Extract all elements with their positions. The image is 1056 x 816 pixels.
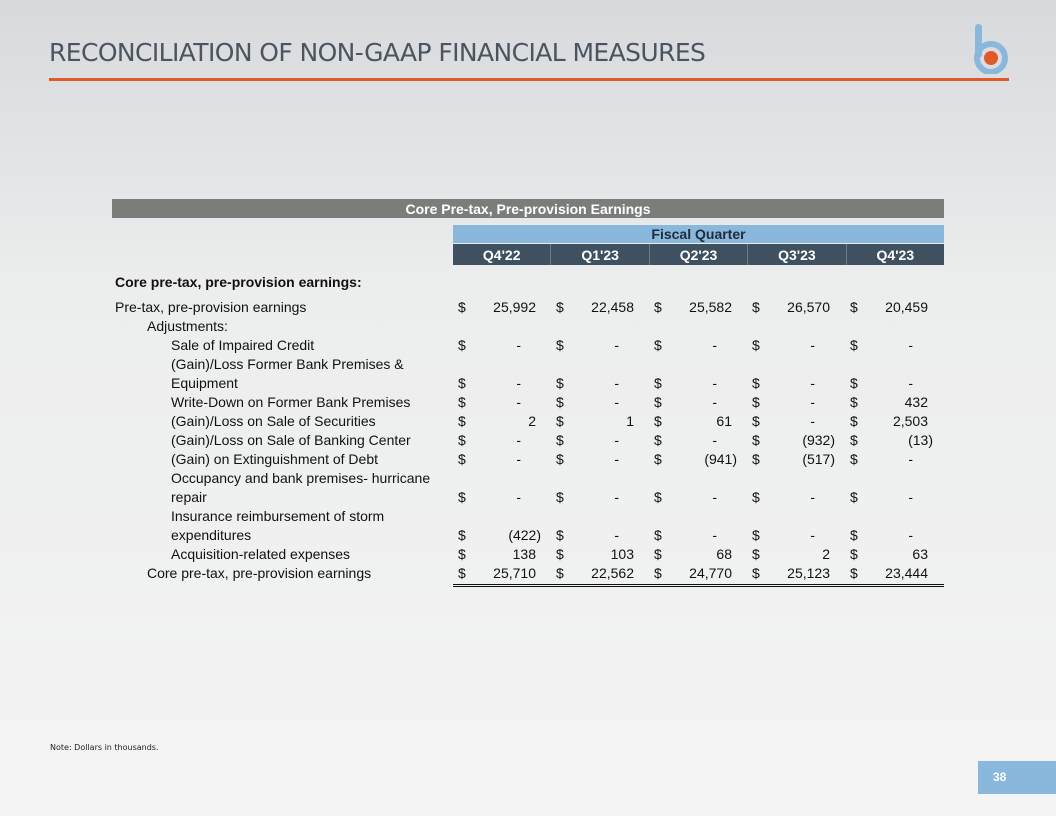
dollar-sign: $	[556, 375, 564, 391]
value-cell	[850, 412, 933, 431]
dollar-sign: $	[850, 413, 858, 429]
dollar-sign: $	[850, 546, 858, 562]
value-cell	[556, 374, 639, 393]
cell-value: -	[712, 394, 717, 410]
row-label: (Gain)/Loss on Sale of Banking Center	[171, 432, 411, 448]
value-cell	[654, 393, 737, 412]
value-cell	[752, 431, 835, 450]
cell-value: -	[908, 451, 913, 467]
quarter-header: Q4'23	[846, 244, 944, 265]
table-row	[112, 412, 944, 431]
table-row	[112, 450, 944, 469]
value-cell	[458, 545, 541, 564]
value-cell	[458, 393, 541, 412]
cell-value: -	[908, 527, 913, 543]
cell-value: (517)	[802, 451, 835, 467]
value-cell	[556, 336, 639, 355]
value-cell	[458, 450, 541, 469]
dollar-sign: $	[556, 546, 564, 562]
quarter-header: Q3'23	[747, 244, 845, 265]
cell-value: 2,503	[892, 413, 928, 429]
cell-value: 25,710	[493, 565, 536, 581]
value-cell	[850, 488, 933, 507]
cell-value: 61	[716, 413, 732, 429]
value-cell	[752, 488, 835, 507]
cell-value: 25,582	[689, 299, 732, 315]
cell-value: -	[614, 432, 619, 448]
cell-value: (941)	[704, 451, 737, 467]
cell-value: -	[614, 489, 619, 505]
cell-value: -	[614, 337, 619, 353]
cell-value: 432	[904, 394, 928, 410]
cell-value: -	[712, 432, 717, 448]
value-cell	[752, 450, 835, 469]
row-label: Adjustments:	[147, 318, 228, 334]
cell-value: -	[516, 451, 521, 467]
cell-value: 138	[512, 546, 536, 562]
dollar-sign: $	[654, 375, 662, 391]
value-cell	[458, 526, 541, 545]
dollar-sign: $	[752, 432, 760, 448]
dollar-sign: $	[556, 527, 564, 543]
value-cell	[556, 298, 639, 317]
value-cell	[556, 431, 639, 450]
row-label: Occupancy and bank premises- hurricane repair	[171, 470, 431, 505]
dollar-sign: $	[458, 394, 466, 410]
dollar-sign: $	[850, 394, 858, 410]
value-cell	[556, 393, 639, 412]
value-cell	[458, 412, 541, 431]
cell-value: -	[516, 337, 521, 353]
core-earnings-table	[112, 199, 944, 581]
table-row	[112, 317, 944, 336]
value-cell	[654, 526, 737, 545]
row-label: Core pre-tax, pre-provision earnings	[147, 565, 372, 581]
dollar-sign: $	[556, 565, 564, 581]
value-cell	[850, 393, 933, 412]
table-row	[112, 336, 944, 355]
value-cell	[850, 431, 933, 450]
table-row	[112, 393, 944, 412]
cell-value: 2	[822, 546, 830, 562]
page-title: RECONCILIATION OF NON-GAAP FINANCIAL MEASURES	[49, 38, 706, 67]
value-cell	[654, 545, 737, 564]
cell-value: -	[614, 527, 619, 543]
value-cell	[654, 431, 737, 450]
value-cell	[556, 412, 639, 431]
value-cell	[458, 564, 541, 583]
row-label: Sale of Impaired Credit	[171, 337, 315, 353]
value-cell	[752, 393, 835, 412]
dollar-sign: $	[654, 565, 662, 581]
value-cell	[458, 431, 541, 450]
value-cell	[458, 374, 541, 393]
dollar-sign: $	[654, 527, 662, 543]
dollar-sign: $	[654, 299, 662, 315]
cell-value: -	[614, 375, 619, 391]
cell-value: (422)	[508, 527, 541, 543]
cell-value: -	[712, 375, 717, 391]
value-cell	[556, 488, 639, 507]
table-row	[112, 545, 944, 564]
dollar-sign: $	[850, 527, 858, 543]
dollar-sign: $	[752, 489, 760, 505]
cell-value: 103	[610, 546, 634, 562]
dollar-sign: $	[458, 337, 466, 353]
dollar-sign: $	[752, 546, 760, 562]
value-cell	[654, 564, 737, 583]
value-cell	[752, 374, 835, 393]
value-cell	[458, 336, 541, 355]
dollar-sign: $	[752, 375, 760, 391]
cell-value: 1	[626, 413, 634, 429]
dollar-sign: $	[752, 527, 760, 543]
dollar-sign: $	[850, 451, 858, 467]
title-underline	[49, 78, 1009, 81]
value-cell	[752, 298, 835, 317]
cell-value: 22,458	[591, 299, 634, 315]
dollar-sign: $	[458, 299, 466, 315]
cell-value: -	[712, 527, 717, 543]
section-heading: Core pre-tax, pre-provision earnings:	[115, 274, 362, 290]
dollar-sign: $	[458, 489, 466, 505]
dollar-sign: $	[458, 375, 466, 391]
dollar-sign: $	[752, 337, 760, 353]
value-cell	[850, 374, 933, 393]
value-cell	[654, 336, 737, 355]
cell-value: -	[810, 375, 815, 391]
row-label: Acquisition-related expenses	[171, 546, 350, 562]
value-cell	[752, 412, 835, 431]
table-caption: Core Pre-tax, Pre-provision Earnings	[112, 199, 944, 218]
value-cell	[654, 374, 737, 393]
table-row	[112, 469, 944, 507]
dollar-sign: $	[752, 394, 760, 410]
dollar-sign: $	[850, 337, 858, 353]
cell-value: 22,562	[591, 565, 634, 581]
cell-value: -	[810, 337, 815, 353]
dollar-sign: $	[654, 413, 662, 429]
table-row	[112, 564, 944, 583]
value-cell	[654, 298, 737, 317]
cell-value: 26,570	[787, 299, 830, 315]
footnote: Note: Dollars in thousands.	[50, 743, 159, 752]
value-cell	[850, 545, 933, 564]
cell-value: -	[516, 394, 521, 410]
cell-value: -	[810, 413, 815, 429]
value-cell	[752, 545, 835, 564]
value-cell	[654, 488, 737, 507]
value-cell	[556, 564, 639, 583]
dollar-sign: $	[556, 394, 564, 410]
cell-value: 63	[912, 546, 928, 562]
dollar-sign: $	[654, 489, 662, 505]
dollar-sign: $	[850, 565, 858, 581]
dollar-sign: $	[556, 299, 564, 315]
dollar-sign: $	[654, 394, 662, 410]
table-row	[112, 431, 944, 450]
cell-value: 20,459	[885, 299, 928, 315]
row-label: (Gain)/Loss Former Bank Premises & Equipment	[171, 356, 404, 391]
quarter-header: Q1'23	[550, 244, 648, 265]
dollar-sign: $	[458, 413, 466, 429]
value-cell	[752, 564, 835, 583]
bank-logo-icon	[972, 24, 1010, 74]
value-cell	[850, 526, 933, 545]
dollar-sign: $	[654, 337, 662, 353]
cell-value: -	[712, 489, 717, 505]
cell-value: -	[614, 451, 619, 467]
dollar-sign: $	[654, 432, 662, 448]
dollar-sign: $	[850, 375, 858, 391]
fiscal-quarter-header: Fiscal Quarter	[453, 225, 944, 243]
value-cell	[850, 336, 933, 355]
cell-value: 68	[716, 546, 732, 562]
quarter-header-row	[453, 244, 944, 265]
row-label: (Gain) on Extinguishment of Debt	[171, 451, 378, 467]
dollar-sign: $	[458, 527, 466, 543]
quarter-header: Q2'23	[649, 244, 747, 265]
cell-value: 2	[528, 413, 536, 429]
value-cell	[850, 564, 933, 583]
cell-value: -	[614, 394, 619, 410]
value-cell	[654, 450, 737, 469]
value-cell	[850, 298, 933, 317]
value-cell	[556, 526, 639, 545]
value-cell	[654, 412, 737, 431]
value-cell	[850, 450, 933, 469]
table-row	[112, 298, 944, 317]
dollar-sign: $	[556, 413, 564, 429]
page-number: 38	[978, 761, 1056, 794]
row-label: (Gain)/Loss on Sale of Securities	[171, 413, 376, 429]
dollar-sign: $	[556, 432, 564, 448]
cell-value: -	[516, 375, 521, 391]
cell-value: 24,770	[689, 565, 732, 581]
dollar-sign: $	[752, 299, 760, 315]
value-cell	[752, 526, 835, 545]
row-label: Pre-tax, pre-provision earnings	[115, 299, 307, 315]
cell-value: -	[810, 489, 815, 505]
quarter-header: Q4'22	[482, 247, 521, 263]
value-cell	[752, 336, 835, 355]
value-cell	[458, 488, 541, 507]
dollar-sign: $	[850, 489, 858, 505]
table-row	[112, 355, 944, 393]
cell-value: -	[908, 489, 913, 505]
dollar-sign: $	[850, 432, 858, 448]
dollar-sign: $	[458, 451, 466, 467]
value-cell	[556, 545, 639, 564]
value-cell	[458, 298, 541, 317]
dollar-sign: $	[556, 337, 564, 353]
dollar-sign: $	[850, 299, 858, 315]
total-rule-double	[453, 584, 944, 587]
dollar-sign: $	[458, 432, 466, 448]
table-row	[112, 507, 944, 545]
cell-value: 23,444	[885, 565, 928, 581]
cell-value: 25,123	[787, 565, 830, 581]
dollar-sign: $	[752, 565, 760, 581]
dollar-sign: $	[654, 546, 662, 562]
cell-value: -	[810, 394, 815, 410]
cell-value: (13)	[908, 432, 933, 448]
cell-value: 25,992	[493, 299, 536, 315]
dollar-sign: $	[752, 413, 760, 429]
row-label: Write-Down on Former Bank Premises	[171, 394, 411, 410]
table-body	[112, 298, 944, 583]
cell-value: -	[810, 527, 815, 543]
dollar-sign: $	[752, 451, 760, 467]
dollar-sign: $	[458, 565, 466, 581]
dollar-sign: $	[458, 546, 466, 562]
cell-value: -	[516, 489, 521, 505]
dollar-sign: $	[556, 489, 564, 505]
cell-value: -	[516, 432, 521, 448]
cell-value: -	[908, 375, 913, 391]
value-cell	[556, 450, 639, 469]
cell-value: (932)	[802, 432, 835, 448]
dollar-sign: $	[556, 451, 564, 467]
dollar-sign: $	[654, 451, 662, 467]
row-label: Insurance reimbursement of storm expenditures	[171, 508, 385, 543]
cell-value: -	[712, 337, 717, 353]
cell-value: -	[908, 337, 913, 353]
